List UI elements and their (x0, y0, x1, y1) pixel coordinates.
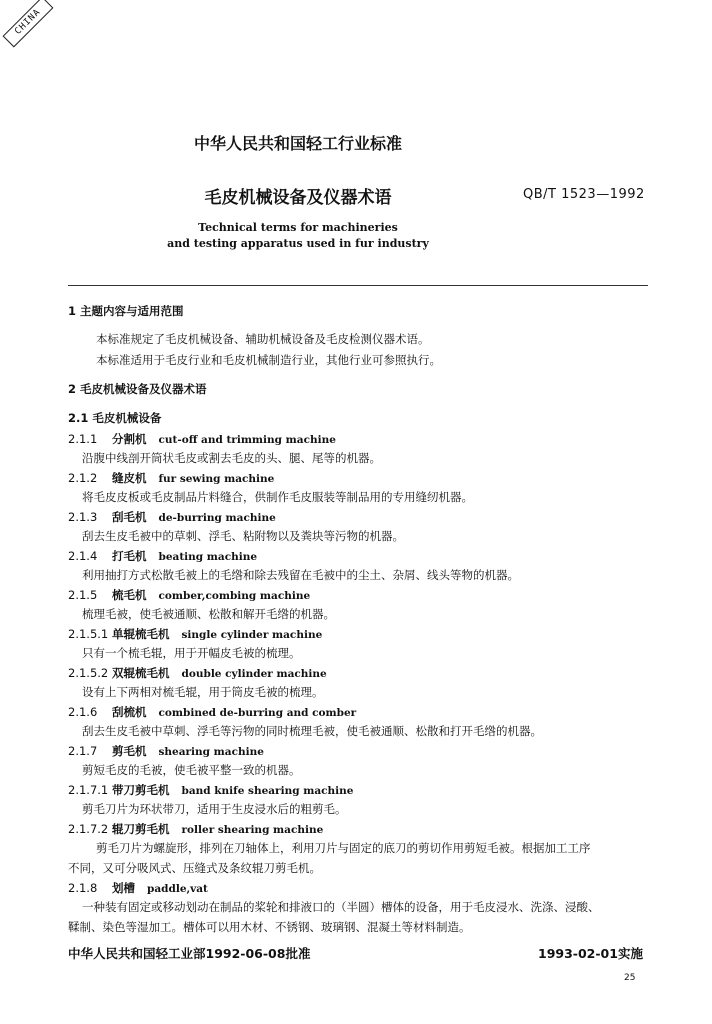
term-heading (68, 665, 327, 681)
section-2-heading: 2 毛皮机械设备及仪器术语 (68, 382, 207, 396)
section-1-para-2: 本标准适用于毛皮行业和毛皮机械制造行业，其他行业可参照执行。 (96, 353, 441, 367)
term-english: band knife shearing machine (181, 785, 354, 797)
term-english: beating machine (158, 551, 258, 563)
term-definition-continued: 鞣制、染色等湿加工。槽体可以用木材、不锈钢、玻璃钢、混凝土等材料制造。 (68, 920, 471, 934)
china-stamp: CHINA (3, 0, 54, 47)
term-english: single cylinder machine (181, 629, 323, 641)
term-definition: 设有上下两相对梳毛辊，用于筒皮毛被的梳理。 (82, 685, 324, 699)
term-definition: 剪毛刀片为螺旋形，排列在刀轴体上，利用刀片与固定的底刀的剪切作用剪短毛被。根据加工工序 (96, 841, 591, 855)
standard-body-heading: 中华人民共和国轻工行业标准 (193, 134, 402, 153)
term-name: 双辊梳毛机 (112, 666, 170, 680)
term-definition: 剪短毛皮的毛被，使毛被平整一致的机器。 (82, 763, 301, 777)
term-number: 2.1.2 (68, 471, 98, 485)
term-definition: 刮去生皮毛被中的草刺、浮毛、粘附物以及粪块等污物的机器。 (82, 529, 404, 543)
term-english: comber,combing machine (158, 590, 311, 602)
term-heading (68, 548, 257, 564)
term-number: 2.1.8 (68, 881, 98, 895)
term-definition: 一种装有固定或移动划动在制品的桨轮和排液口的（半圆）槽体的设备，用于毛皮浸水、洗涤、浸酸、 (82, 900, 600, 914)
term-english: double cylinder machine (181, 668, 327, 680)
term-heading (68, 509, 276, 525)
term-heading (68, 704, 356, 720)
term-heading (68, 821, 323, 837)
term-heading (68, 743, 264, 759)
effective-date: 1993-02-01实施 (538, 946, 643, 961)
term-english: paddle,vat (147, 883, 208, 895)
term-heading (68, 782, 353, 798)
term-heading (68, 470, 274, 486)
term-name: 打毛机 (112, 549, 147, 563)
term-english: combined de-burring and comber (158, 707, 357, 719)
term-name: 辊刀剪毛机 (112, 822, 170, 836)
term-name: 刮梳机 (112, 705, 147, 719)
page-number: 25 (624, 973, 636, 983)
term-heading (68, 587, 310, 603)
section-1-para-1: 本标准规定了毛皮机械设备、辅助机械设备及毛皮检测仪器术语。 (96, 332, 430, 346)
section-2-1-heading: 2.1 毛皮机械设备 (68, 411, 162, 425)
term-definition: 利用抽打方式松散毛被上的毛绺和除去残留在毛被中的尘土、杂屑、线头等物的机器。 (82, 568, 519, 582)
approval-note: 中华人民共和国轻工业部1992-06-08批准 (68, 946, 311, 961)
term-name: 带刀剪毛机 (112, 783, 170, 797)
term-english: cut-off and trimming machine (158, 434, 336, 446)
term-definition: 刮去生皮毛被中草刺、浮毛等污物的同时梳理毛被，使毛被通顺、松散和打开毛绺的机器。 (82, 724, 542, 738)
term-number: 2.1.5.1 (68, 627, 109, 641)
term-number: 2.1.1 (68, 432, 98, 446)
term-english: roller shearing machine (181, 824, 324, 836)
term-number: 2.1.6 (68, 705, 98, 719)
term-definition: 梳理毛被，使毛被通顺、松散和解开毛绺的机器。 (82, 607, 335, 621)
term-name: 缝皮机 (112, 471, 147, 485)
standard-code: QB/T 1523—1992 (523, 187, 645, 202)
term-definition-continued: 不同，又可分吸风式、压缝式及条纹辊刀剪毛机。 (68, 861, 321, 875)
term-number: 2.1.5 (68, 588, 98, 602)
document-title-en-line1: Technical terms for machineries (198, 221, 398, 234)
term-english: fur sewing machine (158, 473, 275, 485)
term-name: 梳毛机 (112, 588, 147, 602)
section-1-heading: 1 主题内容与适用范围 (68, 304, 184, 318)
term-name: 单辊梳毛机 (112, 627, 170, 641)
term-heading (68, 431, 336, 447)
document-title-cn: 毛皮机械设备及仪器术语 (204, 188, 392, 208)
document-title-en-line2: and testing apparatus used in fur industry (167, 237, 429, 250)
term-name: 分割机 (112, 432, 147, 446)
term-definition: 将毛皮皮板或毛皮制品片料缝合，供制作毛皮服装等制品用的专用缝纫机器。 (82, 490, 473, 504)
term-number: 2.1.7.1 (68, 783, 109, 797)
term-name: 剪毛机 (112, 744, 147, 758)
term-english: de-burring machine (158, 512, 276, 524)
term-name: 刮毛机 (112, 510, 147, 524)
term-name: 划槽 (112, 881, 135, 895)
term-number: 2.1.5.2 (68, 666, 109, 680)
term-definition: 只有一个梳毛辊，用于开幅皮毛被的梳理。 (82, 646, 301, 660)
header-rule (68, 285, 648, 286)
term-definition: 沿腹中线剖开筒状毛皮或割去毛皮的头、腿、尾等的机器。 (82, 451, 381, 465)
term-english: shearing machine (158, 746, 264, 758)
term-number: 2.1.3 (68, 510, 98, 524)
term-number: 2.1.7 (68, 744, 98, 758)
term-definition: 剪毛刀片为环状带刀，适用于生皮浸水后的粗剪毛。 (82, 802, 347, 816)
term-number: 2.1.7.2 (68, 822, 109, 836)
term-heading (68, 880, 208, 896)
term-heading (68, 626, 322, 642)
term-number: 2.1.4 (68, 549, 98, 563)
